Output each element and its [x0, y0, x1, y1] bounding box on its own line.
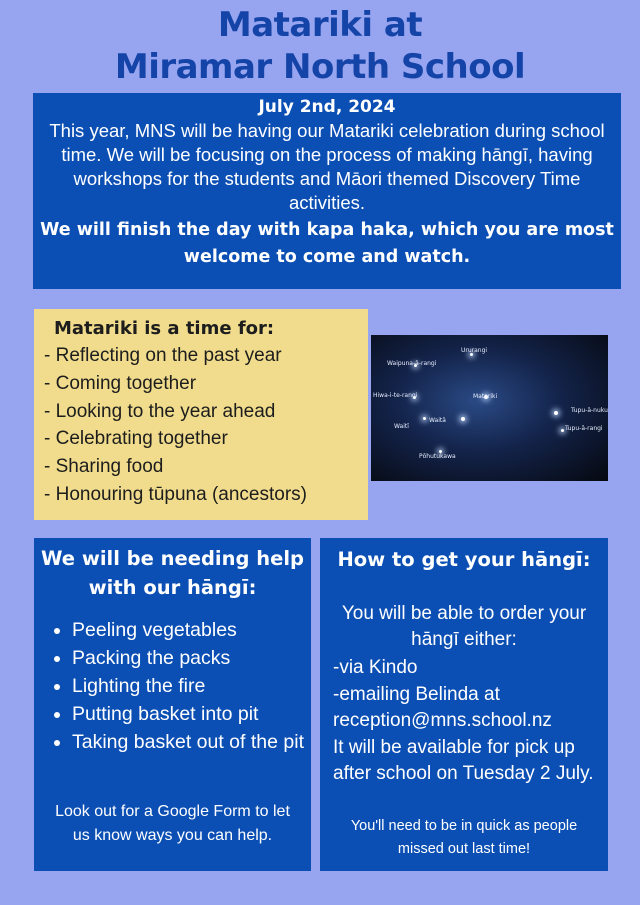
help-list — [34, 616, 311, 756]
star-label: Tupu-ā-nuku — [571, 407, 608, 414]
time-for-heading: Matariki is a time for: — [54, 318, 275, 339]
get-hangi-footer-line-1: You'll need to be in quick as people — [350, 818, 578, 834]
star-label: Tupu-ā-rangi — [565, 425, 603, 432]
time-for-item: - Celebrating together — [44, 428, 228, 450]
help-footer-line-2: us know ways you can help. — [72, 827, 273, 844]
get-hangi-footer — [320, 815, 608, 861]
detail-line: -via Kindo — [333, 657, 418, 678]
help-footer-line-1: Look out for a Google Form to let — [55, 803, 290, 820]
star — [561, 429, 564, 432]
intro-closing: We will finish the day with kapa haka, which you are most welcome to come and watch. — [40, 220, 614, 267]
help-heading-line-2: with our hāngī: — [88, 576, 257, 599]
star-label: Ururangi — [461, 347, 488, 354]
list-item: • Packing the packs — [72, 644, 311, 672]
page-title — [0, 4, 640, 88]
intro-paragraph: This year, MNS will be having our Matariki celebration during school time. We will be focusing on the process of making hāngī, having workshops for the students and Māori themed Discovery Time activities. — [49, 120, 605, 213]
time-for-item: - Honouring tūpuna (ancestors) — [44, 483, 307, 505]
email-address: reception@mns.school.nz — [333, 710, 552, 731]
star-label: Pōhutukawa — [419, 453, 456, 460]
detail-line: after school on Tuesday 2 July. — [333, 763, 594, 784]
title-line-1: Matariki at — [217, 5, 423, 45]
matariki-star-cluster-image — [371, 335, 608, 481]
help-footer — [34, 800, 311, 848]
get-hangi-heading: How to get your hāngī: — [337, 548, 591, 571]
get-hangi-panel — [320, 538, 608, 871]
star — [461, 417, 465, 421]
time-for-item: - Coming together — [44, 372, 197, 394]
time-for-item: - Sharing food — [44, 456, 164, 478]
list-item: • Lighting the fire — [72, 672, 311, 700]
list-item: • Putting basket into pit — [72, 700, 311, 728]
star-label: Waitā — [429, 417, 446, 424]
star-label: Hiwa-i-te-rangi — [373, 392, 418, 399]
get-hangi-intro-line-2: hāngī either: — [411, 629, 517, 650]
get-hangi-intro — [320, 601, 608, 653]
list-item: • Peeling vegetables — [72, 616, 311, 644]
star-label: Waipuna-ā-rangi — [387, 360, 437, 367]
help-panel — [34, 538, 311, 871]
get-hangi-intro-line-1: You will be able to order your — [341, 603, 587, 624]
star — [554, 411, 558, 415]
star — [423, 417, 426, 420]
list-item: • Taking basket out of the pit — [72, 728, 311, 756]
help-heading — [34, 538, 311, 602]
time-for-panel — [34, 309, 368, 520]
detail-line: -emailing Belinda at — [333, 683, 500, 705]
time-for-item: - Looking to the year ahead — [44, 400, 276, 422]
time-for-item: - Reflecting on the past year — [44, 345, 282, 366]
get-hangi-details — [320, 655, 608, 788]
event-date: July 2nd, 2024 — [258, 97, 396, 117]
star-label: Waitī — [394, 423, 409, 430]
title-line-2: Miramar North School — [114, 47, 526, 87]
help-heading-line-1: We will be needing help — [40, 547, 304, 570]
star-label: Matariki — [473, 393, 498, 400]
intro-panel — [33, 93, 621, 289]
detail-line: It will be available for pick up — [333, 736, 575, 758]
get-hangi-footer-line-2: missed out last time! — [397, 841, 531, 857]
